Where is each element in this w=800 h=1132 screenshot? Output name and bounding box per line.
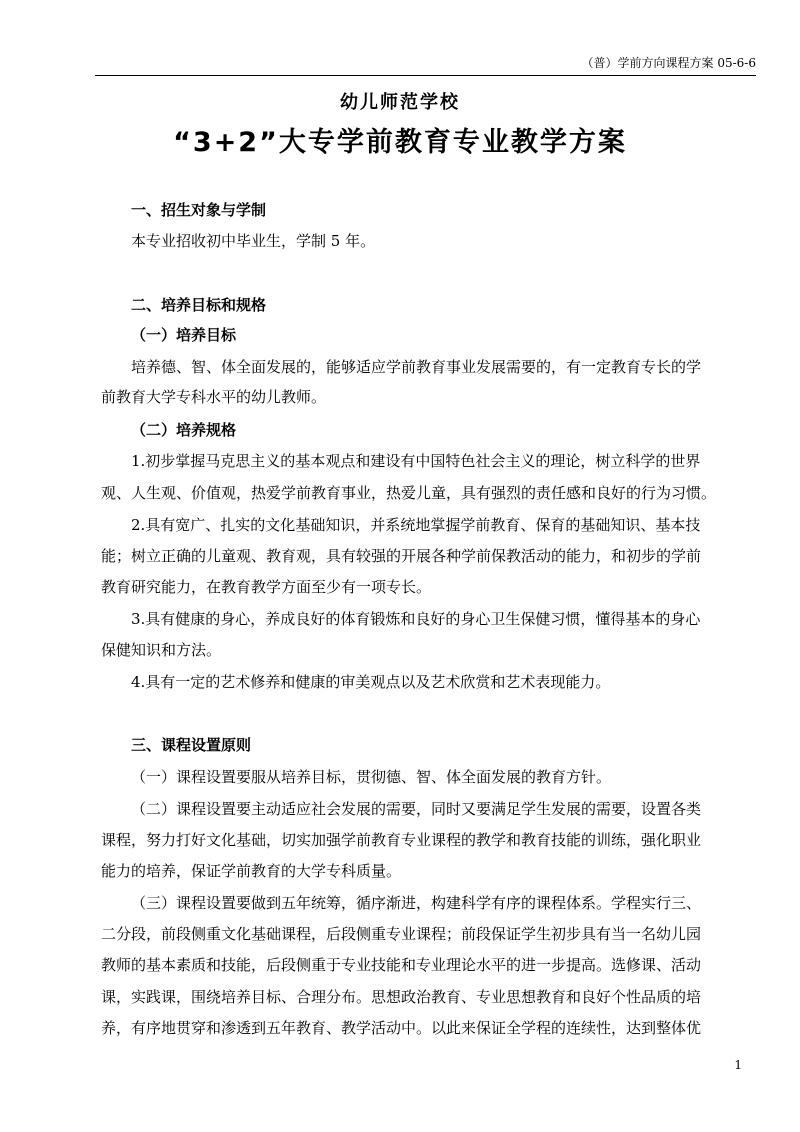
spec-1-line: 1.初步掌握马克思主义的基本观点和建设有中国特色社会主义的理论，树立科学的世界 — [131, 452, 701, 470]
spec-2-line: 能；树立正确的儿童观、教育观，具有较强的开展各种学前保教活动的能力，和初步的学前 — [101, 547, 702, 565]
spec-3-line: 3.具有健康的身心，养成良好的体育锻炼和良好的身心卫生保健习惯，懂得基本的身心 — [131, 610, 701, 628]
principle-2-line: （二）课程设置要主动适应社会发展的需要，同时又要满足学生发展的需要，设置各类 — [131, 800, 702, 818]
spec-2-line: 教育研究能力，在教育教学方面至少有一项专长。 — [101, 578, 432, 596]
subsection-spec-heading: （二）培养规格 — [131, 421, 237, 439]
principle-3-line: 课，实践课，围绕培养目标、合理分布。思想政治教育、专业思想教育和良好个性品质的培 — [101, 988, 702, 1006]
subsection-goal-heading: （一）培养目标 — [131, 326, 237, 344]
spec-3-line: 保健知识和方法。 — [101, 641, 222, 659]
principle-1-line: （一）课程设置要服从培养目标，贯彻德、智、体全面发展的教育方针。 — [131, 768, 612, 786]
goal-text-line: 前教育大学专科水平的幼儿教师。 — [101, 388, 327, 406]
header-rule — [95, 75, 756, 76]
section-2-heading: 二、培养目标和规格 — [131, 296, 267, 314]
section-1-heading: 一、招生对象与学制 — [131, 201, 267, 219]
principle-3-line: （三）课程设置要做到五年统筹，循序渐进，构建科学有序的课程体系。学程实行三、 — [131, 894, 702, 912]
principle-2-line: 课程，努力打好文化基础，切实加强学前教育专业课程的教学和教育技能的训练，强化职业 — [101, 831, 702, 849]
school-name: 幼儿师范学校 — [340, 92, 460, 113]
principle-3-line: 养，有序地贯穿和渗透到五年教育、教学活动中。以此来保证全学程的连续性，达到整体优 — [101, 1019, 702, 1037]
goal-text-line: 培养德、智、体全面发展的，能够适应学前教育事业发展需要的，有一定教育专长的学 — [131, 358, 702, 376]
page-number: 1 — [734, 1058, 742, 1072]
spec-1-line: 观、人生观、价值观，热爱学前教育事业，热爱儿童，具有强烈的责任感和良好的行为习惯。 — [101, 484, 717, 502]
spec-2-line: 2.具有宽广、扎实的文化基础知识，并系统地掌握学前教育、保育的基础知识、基本技 — [131, 516, 701, 534]
section-3-heading: 三、课程设置原则 — [131, 736, 252, 754]
header-document-code: （普）学前方向课程方案 05-6-6 — [581, 56, 756, 70]
principle-3-line: 教师的基本素质和技能，后段侧重于专业技能和专业理论水平的进一步提高。选修课、活动 — [101, 956, 702, 974]
section-1-text: 本专业招收初中毕业生，学制 5 年。 — [131, 232, 376, 250]
principle-2-line: 能力的培养，保证学前教育的大学专科质量。 — [101, 862, 402, 880]
principle-3-line: 二分段，前段侧重文化基础课程，后段侧重专业课程；前段保证学生初步具有当一名幼儿园 — [101, 925, 702, 943]
spec-4-line: 4.具有一定的艺术修养和健康的审美观点以及艺术欣赏和艺术表现能力。 — [131, 673, 611, 691]
document-title: “3+2”大专学前教育专业教学方案 — [173, 127, 627, 158]
